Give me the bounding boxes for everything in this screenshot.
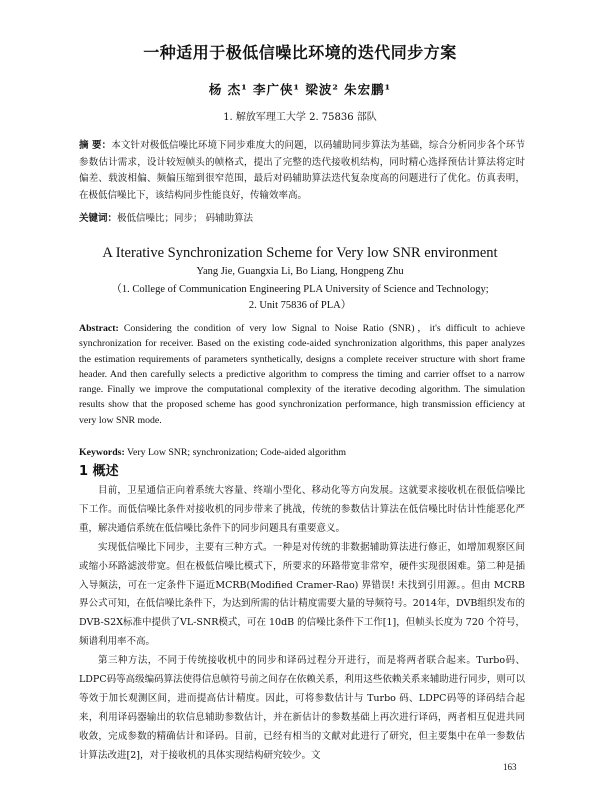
body-paragraph: 第三种方法，不同于传统接收机中的同步和译码过程分开进行，而是将两者联合起来。Turbo码、LDPC码等高级编码算法使得信息帧符号前之间存在依赖关系，利用这些依赖关系来辅助进行同步，则可以等效于加长观测区间，进而提高估计精度。因此，可将参数估计与 Turbo 码、LDPC码等的译码结合起来，利用译码器输出的软信息辅助参数估计，并在新估计的参数基础上再次进行译码，两者相互促进共同收敛，完成参数的精确估计和译码。目前，已经有相当的文献对此进行了研究，但主要集中在单一参数估计算法改进[2]，对于接收机的具体实现结构研究较少。文 <box>79 655 525 761</box>
english-affiliation-line-1: （1. College of Communication Engineering PLA University of Science and Technology; <box>111 284 489 295</box>
chinese-title: 一种适用于极低信噪比环境的迭代同步方案 <box>143 43 457 62</box>
english-abstract-label: Abstract: <box>79 323 119 334</box>
chinese-abstract-text: 本文针对极低信噪比环境下同步难度大的问题，以码辅助同步算法为基础，综合分析同步各个环节参数估计需求，设计较短帧头的帧格式，提出了完整的迭代接收机结构，同时精心选择预估计算法将定时偏差、载波相偏、频偏压缩到很窄范围，最后对码辅助算法迭代复杂度高的问题进行了优化。仿真表明，在极低信噪比下，该结构同步性能良好，传输效率高。 <box>79 140 525 201</box>
body-paragraph: 实现低信噪比下同步，主要有三种方式。一种是对传统的非数据辅助算法进行修正，如增加观察区间或缩小环路滤波带宽。但在极低信噪比模式下，所要求的环路带宽非常窄，硬件实现很困难。第二种是插入导频法，可在一定条件下逼近MCRB(Modified Cramer-Rao) 界错误! 未找到引用源。。但由 MCRB 界公式可知，在低信噪比条件下，为达到所需的估计精度需要大量的导频符号。2014年，DVB组织发布的DVB-S2X标准中提供了VL-SNR模式，可在 10dB 的信噪比条件下工作[1]，但帧头长度为 720 个符号，频谱利用率不高。 <box>79 541 525 648</box>
english-keywords-text: Very Low SNR; synchronization; Code-aided algorithm <box>127 447 347 458</box>
section-heading: 1 概述 <box>79 464 119 479</box>
chinese-affiliations: 1. 解放军理工大学 2. 75836 部队 <box>223 112 377 123</box>
body-paragraph: 目前，卫星通信正向着系统大容量、终端小型化、移动化等方向发展。这就要求接收机在很低信噪比下工作。而低信噪比条件对接收机的同步带来了挑战，传统的参数估计算法在低信噪比时估计性能恶化严重，解决通信系统在低信噪比条件下的同步问题具有重要意义。 <box>79 485 525 534</box>
english-abstract <box>79 321 525 428</box>
english-title: A Iterative Synchronization Scheme for Very low SNR environment <box>102 245 498 261</box>
english-keywords-label: Keywords: <box>79 447 125 458</box>
english-affiliation-line-2: 2. Unit 75836 of PLA） <box>248 299 352 311</box>
english-abstract-text: Considering the condition of very low Signal to Noise Ratio (SNR)，it's difficult to achieve synchronization for receiver. Based on the existing code-aided synchronization algorithms, this paper analyzes the estimation requirements of parameters synthetically, designs a complete receiver structure with short frame header. And then carefully selects a predictive algorithm to compress the timing and carrier offset to a narrow range. Finally we improve the computational complexity of the iterative decoding algorithm. The simulation results show that the proposed scheme has good synchronization performance, high transmission efficiency at very low SNR mode. <box>79 323 525 426</box>
chinese-keywords <box>79 211 525 228</box>
english-keywords <box>79 445 525 462</box>
chinese-keywords-label: 关键词： <box>79 213 118 224</box>
chinese-keywords-text: 极低信噪比；同步； 码辅助算法 <box>117 213 254 224</box>
chinese-abstract-label: 摘 要： <box>79 140 112 151</box>
english-authors: Yang Jie, Guangxia Li, Bo Liang, Hongpeng Zhu <box>196 266 404 277</box>
english-affiliations <box>0 282 600 313</box>
chinese-abstract <box>79 138 525 204</box>
section-body <box>79 482 525 766</box>
chinese-authors: 杨 杰¹ 李广侠¹ 梁波² 朱宏鹏¹ <box>208 82 392 97</box>
page-number: 163 <box>503 762 517 772</box>
